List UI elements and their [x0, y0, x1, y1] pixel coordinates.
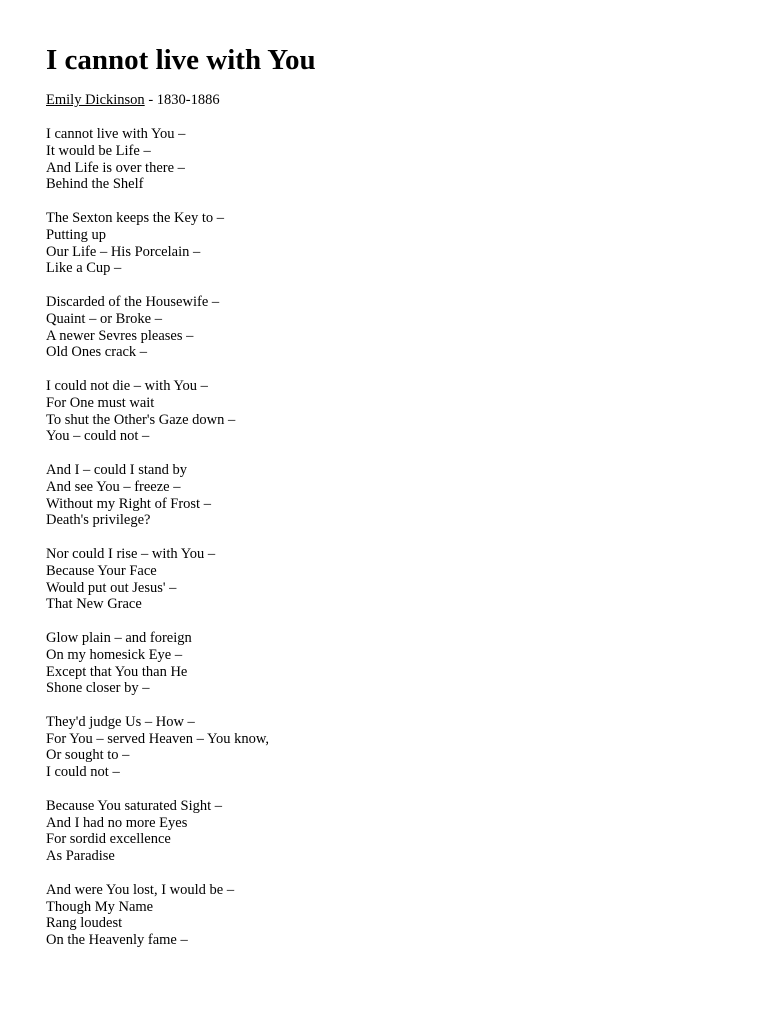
stanza	[46, 378, 269, 445]
poem-line: Though My Name	[46, 898, 154, 915]
poem-line: It would be Life –	[46, 142, 151, 159]
stanza	[46, 126, 269, 193]
poem-line: Behind the Shelf	[46, 176, 144, 193]
poem-line: Except that You than He	[46, 663, 188, 680]
poem-line: Glow plain – and foreign	[46, 629, 192, 646]
poem-line: On the Heavenly fame –	[46, 932, 188, 949]
stanza	[46, 882, 269, 949]
stanza	[46, 630, 269, 697]
poem-line: Discarded of the Housewife –	[46, 293, 220, 310]
poem-line: I could not –	[46, 764, 120, 781]
poem-line: That New Grace	[46, 596, 142, 613]
author-link[interactable]: Emily Dickinson	[46, 92, 145, 108]
poem-line: As Paradise	[46, 848, 115, 865]
poem-line: Or sought to –	[46, 747, 130, 764]
poem-line: And Life is over there –	[46, 159, 185, 176]
poem-line: Old Ones crack –	[46, 344, 148, 361]
poem-line: Would put out Jesus' –	[46, 579, 177, 596]
stanza	[46, 798, 269, 865]
poem-line: And were You lost, I would be –	[46, 881, 235, 898]
poem-title: I cannot live with You	[46, 44, 316, 76]
poem-line: For You – served Heaven – You know,	[46, 730, 270, 747]
poem-line: For One must wait	[46, 394, 155, 411]
poem-line: Because Your Face	[46, 562, 157, 579]
poem-line: And see You – freeze –	[46, 478, 181, 495]
poem-line: On my homesick Eye –	[46, 646, 183, 663]
poem-line: You – could not –	[46, 428, 150, 445]
poem-line: For sordid excellence	[46, 831, 171, 848]
poem-line: To shut the Other's Gaze down –	[46, 411, 236, 428]
stanza	[46, 714, 269, 781]
poem-line: I could not die – with You –	[46, 377, 208, 394]
poem-line: And I – could I stand by	[46, 461, 187, 478]
author-dates: - 1830-1886	[144, 92, 220, 108]
poem-line: Putting up	[46, 226, 107, 243]
poem-line: Rang loudest	[46, 915, 123, 932]
poem-line: Because You saturated Sight –	[46, 797, 222, 814]
poem-line: Like a Cup –	[46, 260, 122, 277]
stanza	[46, 546, 269, 613]
poem-line: A newer Sevres pleases –	[46, 327, 194, 344]
poem-line: Shone closer by –	[46, 680, 150, 697]
poem-line: Our Life – His Porcelain –	[46, 243, 201, 260]
poem-line: And I had no more Eyes	[46, 814, 188, 831]
stanza	[46, 294, 269, 361]
poem-line: Quaint – or Broke –	[46, 310, 162, 327]
poem-line: Without my Right of Frost –	[46, 495, 211, 512]
stanza	[46, 462, 269, 529]
poem-body	[46, 126, 269, 966]
byline	[46, 92, 220, 109]
stanza	[46, 210, 269, 277]
poem-line: Nor could I rise – with You –	[46, 545, 216, 562]
poem-line: Death's privilege?	[46, 512, 151, 529]
poem-line: The Sexton keeps the Key to –	[46, 209, 224, 226]
poem-line: I cannot live with You –	[46, 126, 186, 142]
poem-line: They'd judge Us – How –	[46, 713, 195, 730]
